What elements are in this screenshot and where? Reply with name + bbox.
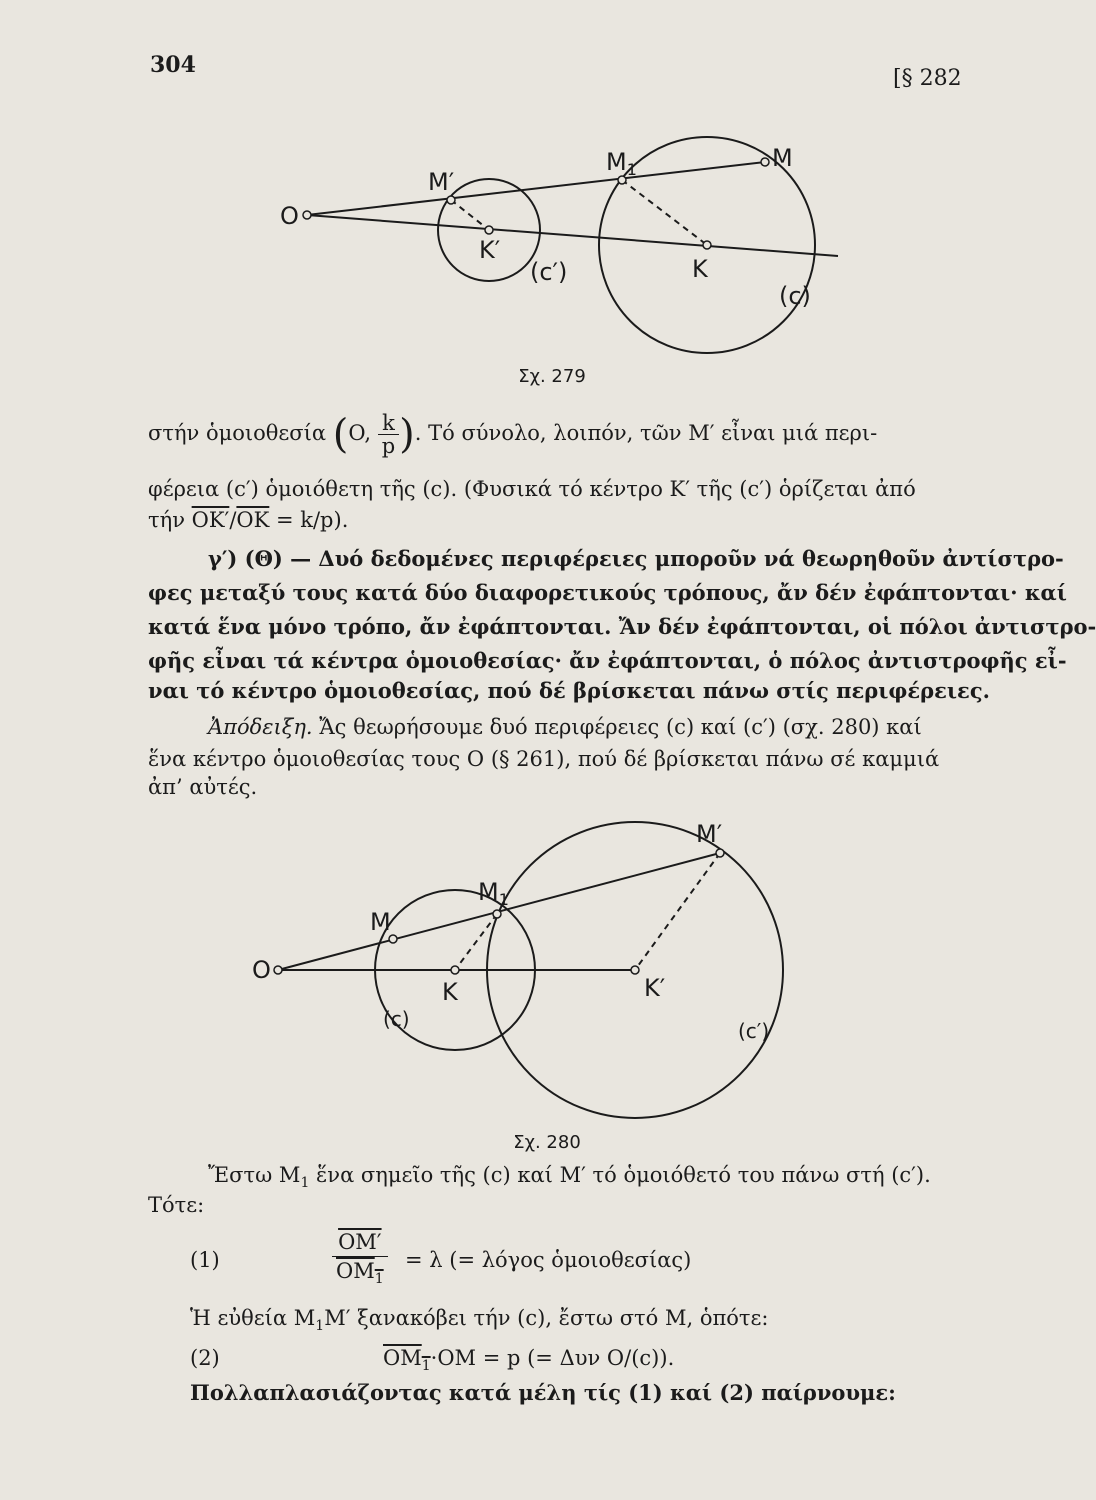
text-o-comma: O, xyxy=(348,421,372,445)
segment-OK: $\overline{OK}$ xyxy=(236,508,270,532)
text-lead: στήν ὁμοιοθεσία xyxy=(148,421,327,445)
point-M xyxy=(389,935,397,943)
equation-1-number: (1) xyxy=(190,1248,220,1272)
point-M1 xyxy=(493,910,501,918)
section-reference: [§ 282 xyxy=(893,66,962,91)
label-M: M xyxy=(370,908,391,936)
paragraph-homothety-line1 xyxy=(148,412,877,457)
label-K: K xyxy=(692,255,708,283)
segment-OK-prime: OK′ xyxy=(191,508,230,532)
then-label: Τότε: xyxy=(148,1193,205,1217)
text-rest-line1: . Τό σύνολο, λοιπόν, τῶν M′ εἶναι μιά περι- xyxy=(414,421,878,445)
point-M1 xyxy=(618,176,626,184)
theorem-line4: φῆς εἶναι τά κέντρα ὁμοιοθεσίας· ἄν ἐφάπτονται, ὁ πόλος ἀντιστροφῆς εἶ- xyxy=(148,648,1067,673)
figure-280 xyxy=(0,800,991,1160)
point-K xyxy=(451,966,459,974)
point-K-prime xyxy=(485,226,493,234)
label-K-prime: K′ xyxy=(479,236,501,264)
theorem-line1: γ′) (Θ) — Δυό δεδομένες περιφέρειες μποροῦν νά θεωρηθοῦν ἀντίστρο- xyxy=(208,546,1064,571)
paren-close: ) xyxy=(399,411,415,458)
segment-M-prime-K-prime xyxy=(451,200,489,230)
point-K xyxy=(703,241,711,249)
figure-279-caption: Σχ. 279 xyxy=(518,366,586,387)
line-O-K xyxy=(307,215,838,256)
point-O xyxy=(274,966,282,974)
point-M-prime xyxy=(716,849,724,857)
line-intersection-text: Ἡ εὐθεία $M_1M'$ ξανακόβει τήν (c), ἔστω στό M, ὁπότε: xyxy=(190,1306,769,1335)
label-M: M xyxy=(772,144,793,172)
proof-line2: ἕνα κέντρο ὁμοιοθεσίας τους O (§ 261), πού δέ βρίσκεται πάνω σέ καμμιά xyxy=(148,747,940,771)
proof-line3: ἀπ’ αὐτές. xyxy=(148,775,258,799)
paragraph-homothety-line3: τήν $OK'/\overline{OK} = k/p$). xyxy=(148,508,349,532)
label-M1: $M_1$ xyxy=(478,878,509,909)
label-K: K xyxy=(442,978,458,1006)
equation-1-fraction xyxy=(332,1228,388,1293)
theorem-line5: ναι τό κέντρο ὁμοιοθεσίας, πού δέ βρίσκεται πάνω στίς περιφέρειες. xyxy=(148,678,990,703)
line-O-M xyxy=(307,162,765,215)
segment-M-prime-K-prime xyxy=(635,853,720,970)
label-c: (c) xyxy=(779,282,811,310)
equation-2-body: $OM_1\cdot OM = p$ (= Δυν O/(c)). xyxy=(383,1346,675,1375)
label-O: O xyxy=(280,202,299,230)
page-number: 304 xyxy=(150,52,196,78)
point-M xyxy=(761,158,769,166)
proof-label: Ἀπόδειξη. xyxy=(208,715,313,739)
label-c-prime: (c′) xyxy=(738,1019,770,1043)
label-c: (c) xyxy=(383,1007,410,1031)
label-O: O xyxy=(252,956,271,984)
theorem-line2: φες μεταξύ τους κατά δύο διαφορετικούς τρόπους, ἄν δέν ἐφάπτονται· καί xyxy=(148,580,1067,605)
fraction-denominator: $OM_1$ xyxy=(336,1259,384,1288)
label-M-prime: M′ xyxy=(696,820,723,848)
proof-line1: Ἀπόδειξη. Ἄς θεωρήσουμε δυό περιφέρειες (c) καί (c′) (σχ. 280) καί xyxy=(208,715,922,739)
fraction-k-over-p: $\frac{k}{p}$ xyxy=(378,412,399,457)
figure-280-caption: Σχ. 280 xyxy=(513,1132,581,1153)
equation-2-number: (2) xyxy=(190,1346,220,1370)
segment-M1-K xyxy=(622,180,707,245)
point-O xyxy=(303,211,311,219)
point-M-prime xyxy=(447,196,455,204)
point-K-prime xyxy=(631,966,639,974)
label-K-prime: K′ xyxy=(644,974,666,1002)
figure-279 xyxy=(0,0,991,400)
theorem-line3: κατά ἕνα μόνο τρόπο, ἄν ἐφάπτονται. Ἄν δέν ἐφάπτονται, οἱ πόλοι ἀντιστρο- xyxy=(148,614,1096,639)
equation-1-rhs: = λ (= λόγος ὁμοιοθεσίας) xyxy=(405,1248,692,1272)
fraction-numerator: OM′ xyxy=(338,1230,382,1254)
point-definition-line: Ἔστω $M_1$ ἕνα σημεῖο τῆς (c) καί M′ τό ὁμοιόθετό του πάνω στή (c′). xyxy=(208,1163,931,1192)
label-c-prime: (c′) xyxy=(530,258,568,286)
label-M-prime: M′ xyxy=(428,168,455,196)
paragraph-homothety-line2: φέρεια (c′) ὁμοιόθετη τῆς (c). (Φυσικά τό κέντρο K′ τῆς (c′) ὁρίζεται ἀπό xyxy=(148,477,916,501)
label-M1: $M_1$ xyxy=(606,148,637,179)
paren-open: ( xyxy=(332,411,349,458)
multiplication-line: Πολλαπλασιάζοντας κατά μέλη τίς (1) καί (2) παίρνουμε: xyxy=(190,1380,896,1405)
